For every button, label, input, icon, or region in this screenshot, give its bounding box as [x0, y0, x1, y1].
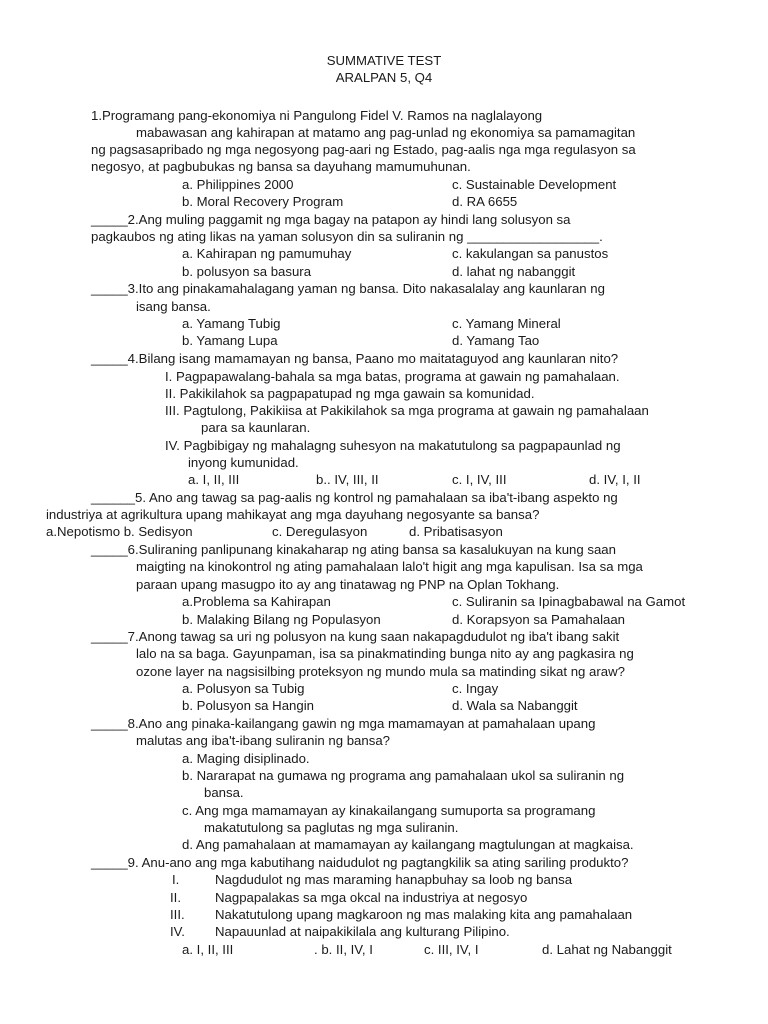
- q9-choice-a: a. I, II, III: [182, 942, 234, 957]
- q6-stem-line3: paraan upang masugpo ito ay ang tinatawag ng PNP na Oplan Tokhang.: [136, 577, 560, 592]
- q5-choice-ab: a.Nepotismo b. Sedisyon: [46, 524, 193, 539]
- q9-item-iii-num: III.: [170, 907, 185, 922]
- q4-choice-a: a. I, II, III: [188, 472, 240, 487]
- q9-item-iii: Nakatutulong upang magkaroon ng mas malaking kita ang pamahalaan: [215, 907, 633, 922]
- q4-item-i: I. Pagpapawalang-bahala sa mga batas, programa at gawain ng pamahalaan.: [165, 369, 620, 384]
- q4-stem-line1: _____4.Bilang isang mamamayan ng bansa, Paano mo maitataguyod ang kaunlaran nito?: [91, 351, 619, 366]
- q5-choice-c: c. Deregulasyon: [272, 524, 368, 539]
- q9-item-iv-num: IV.: [170, 924, 185, 939]
- q8-choice-d: d. Ang pamahalaan at mamamayan ay kailangang magtulungan at magkaisa.: [182, 837, 634, 852]
- q2-stem-line1: _____2.Ang muling paggamit ng mga bagay na patapon ay hindi lang solusyon sa: [91, 212, 571, 227]
- q5-choice-d: d. Pribatisasyon: [409, 524, 503, 539]
- q6-choice-d: d. Korapsyon sa Pamahalaan: [452, 612, 626, 627]
- q9-choice-c: c. III, IV, I: [424, 942, 479, 957]
- q1-stem-line1: 1.Programang pang-ekonomiya ni Pangulong Fidel V. Ramos na naglalayong: [91, 108, 543, 123]
- q4-item-iii-cont: para sa kaunlaran.: [201, 420, 311, 435]
- q1-stem-line2: mabawasan ang kahirapan at matamo ang pag-unlad ng ekonomiya sa pamamagitan: [136, 125, 636, 140]
- q4-item-iv-cont: inyong kumunidad.: [188, 455, 299, 470]
- q4-item-iii: III. Pagtulong, Pakikiisa at Pakikilahok sa mga programa at gawain ng pamahalaan: [165, 403, 649, 418]
- q4-item-iv: IV. Pagbibigay ng mahalagng suhesyon na makatutulong sa pagpapaunlad ng: [165, 438, 621, 453]
- q6-choice-b: b. Malaking Bilang ng Populasyon: [182, 612, 381, 627]
- q2-choice-d: d. lahat ng nabanggit: [452, 264, 576, 279]
- q7-stem-line2: lalo na sa baga. Gayunpaman, isa sa pinakmatinding bunga nito ay ang pagkasira ng: [136, 646, 634, 661]
- q2-choice-b: b. polusyon sa basura: [182, 264, 312, 279]
- q7-stem-line1: _____7.Anong tawag sa uri ng polusyon na kung saan nakapagdudulot ng iba't ibang sakit: [91, 629, 620, 644]
- q4-choice-b: b.. IV, III, II: [316, 472, 379, 487]
- q6-choice-c: c. Suliranin sa Ipinagbabawal na Gamot: [452, 594, 686, 609]
- q3-stem-line2: isang bansa.: [136, 299, 211, 314]
- q4-item-ii: II. Pakikilahok sa pagpapatupad ng mga gawain sa komunidad.: [165, 386, 535, 401]
- q6-choice-a: a.Problema sa Kahirapan: [182, 594, 331, 609]
- q7-choice-c: c. Ingay: [452, 681, 499, 696]
- q8-choice-b-cont: bansa.: [204, 785, 244, 800]
- q9-item-iv: Napauunlad at naipakikilala ang kulturang Pilipino.: [215, 924, 510, 939]
- q4-choice-c: c. I, IV, III: [452, 472, 507, 487]
- q1-stem-line3: ng pagsasapribado ng mga negosyong pag-aari ng Estado, pag-aalis nga mga regulasyon sa: [91, 142, 636, 157]
- q1-choice-a: a. Philippines 2000: [182, 177, 294, 192]
- q2-stem-line2: pagkaubos ng ating likas na yaman solusyon din sa suliranin ng __________________.: [91, 229, 603, 244]
- q8-choice-c-cont: makatutulong sa paglutas ng mga suliranin.: [204, 820, 459, 835]
- q3-choice-a: a. Yamang Tubig: [182, 316, 281, 331]
- q9-item-ii: Nagpapalakas sa mga okcal na industriya at negosyo: [215, 890, 528, 905]
- q6-stem-line1: _____6.Suliraning panlipunang kinakaharap ng ating bansa sa kasalukuyan na kung saan: [91, 542, 616, 557]
- q8-choice-a: a. Maging disiplinado.: [182, 751, 310, 766]
- q7-choice-a: a. Polusyon sa Tubig: [182, 681, 305, 696]
- q4-choice-d: d. IV, I, II: [589, 472, 641, 487]
- page-subtitle: ARALPAN 5, Q4: [335, 70, 433, 85]
- q3-choice-c: c. Yamang Mineral: [452, 316, 561, 331]
- q9-choice-b: . b. II, IV, I: [314, 942, 373, 957]
- q5-stem-line1: ______5. Ano ang tawag sa pag-aalis ng kontrol ng pamahalaan sa iba't-ibang aspekto ng: [91, 490, 618, 505]
- q1-choice-d: d. RA 6655: [452, 194, 518, 209]
- q8-choice-b: b. Nararapat na gumawa ng programa ang pamahalaan ukol sa suliranin ng: [182, 768, 625, 783]
- q9-item-i: Nagdudulot ng mas maraming hanapbuhay sa loob ng bansa: [215, 872, 573, 887]
- q7-choice-b: b. Polusyon sa Hangin: [182, 698, 314, 713]
- q9-stem-line1: _____9. Anu-ano ang mga kabutihang naidudulot ng pagtangkilik sa ating sariling produkto?: [91, 855, 629, 870]
- q9-item-i-num: I.: [172, 872, 180, 887]
- q3-choice-d: d. Yamang Tao: [452, 333, 540, 348]
- q2-choice-c: c. kakulangan sa panustos: [452, 246, 609, 261]
- q1-choice-c: c. Sustainable Development: [452, 177, 617, 192]
- q7-stem-line3: ozone layer na nagsisilbing proteksyon ng mundo mula sa matinding sikat ng araw?: [136, 664, 625, 679]
- q9-choice-d: d. Lahat ng Nabanggit: [542, 942, 672, 957]
- q7-choice-d: d. Wala sa Nabanggit: [452, 698, 578, 713]
- q2-choice-a: a. Kahirapan ng pamumuhay: [182, 246, 352, 261]
- q3-choice-b: b. Yamang Lupa: [182, 333, 278, 348]
- q8-choice-c: c. Ang mga mamamayan ay kinakailangang sumuporta sa programang: [182, 803, 596, 818]
- q6-stem-line2: maigting na kinokontrol ng ating pamahalaan lalo't higit ang mga kapulisan. Isa sa mga: [136, 559, 643, 574]
- q8-stem-line2: malutas ang iba't-ibang suliranin ng bansa?: [136, 733, 390, 748]
- q1-choice-b: b. Moral Recovery Program: [182, 194, 344, 209]
- q5-stem-line2: industriya at agrikultura upang mahikayat ang mga dayuhang negosyante sa bansa?: [46, 507, 540, 522]
- q9-item-ii-num: II.: [170, 890, 181, 905]
- page-title: SUMMATIVE TEST: [326, 53, 442, 68]
- q1-stem-line4: negosyo, at pagbubukas ng bansa sa dayuhang mamumuhunan.: [91, 159, 471, 174]
- q3-stem-line1: _____3.Ito ang pinakamahalagang yaman ng bansa. Dito nakasalalay ang kaunlaran ng: [91, 281, 605, 296]
- q8-stem-line1: _____8.Ano ang pinaka-kailangang gawin ng mga mamamayan at pamahalaan upang: [91, 716, 596, 731]
